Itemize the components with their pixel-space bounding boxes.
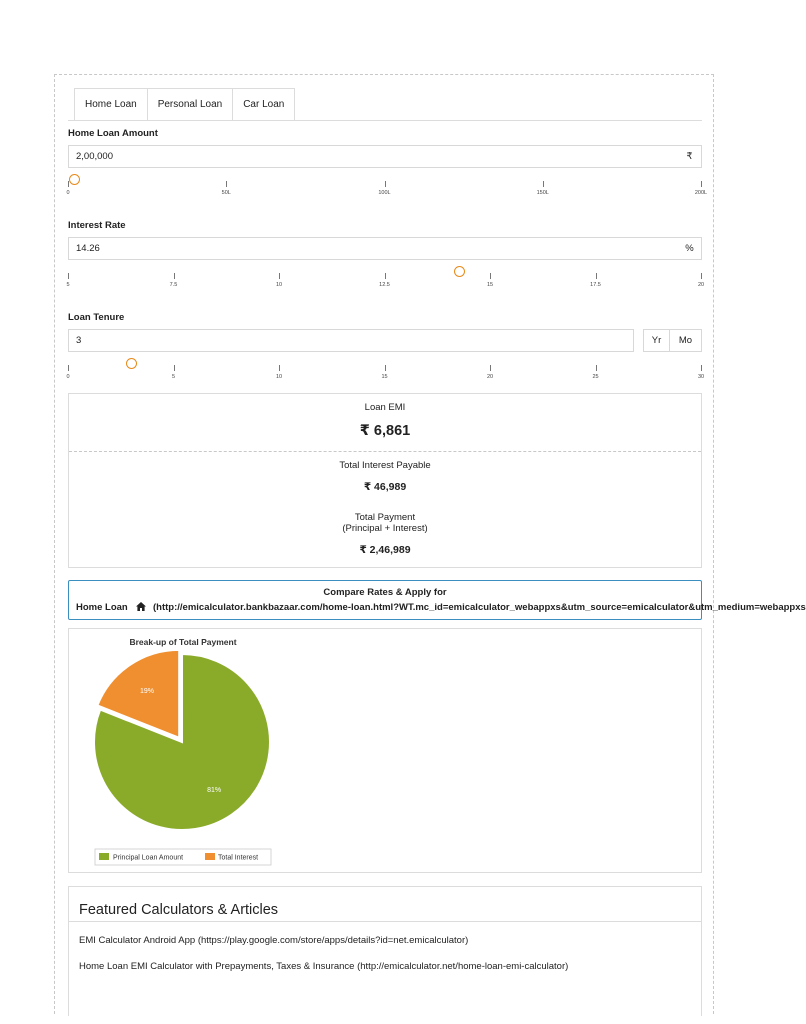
loan-amount-tick-label: 150L	[536, 190, 549, 196]
loan-amount-tick	[701, 181, 702, 187]
loan-tenure-tick	[385, 365, 386, 371]
rupee-unit-addon: ₹	[678, 145, 702, 168]
results-divider	[69, 451, 701, 452]
payment-value: ₹ 2,46,989	[359, 544, 411, 556]
loan-tenure-input[interactable]: 3	[68, 329, 634, 352]
interest-rate-tick-label: 12.5	[379, 282, 390, 288]
featured-title: Featured Calculators & Articles	[79, 902, 279, 918]
interest-rate-tick-label: 10	[275, 282, 283, 288]
loan-tenure-tick	[68, 365, 69, 371]
featured-divider	[69, 921, 701, 922]
home-icon	[136, 602, 146, 614]
interest-rate-tick	[68, 273, 69, 279]
tenure-month-button[interactable]: Mo	[669, 329, 702, 352]
tab-personal-loan[interactable]: Personal Loan	[147, 88, 234, 120]
loan-amount-input[interactable]: 2,00,000	[68, 145, 679, 168]
payment-breakup-chart	[68, 628, 702, 873]
loan-tenure-tick-label: 5	[171, 374, 176, 380]
interest-rate-tick-label: 15	[486, 282, 494, 288]
loan-tenure-tick	[174, 365, 175, 371]
loan-amount-label: Home Loan Amount	[68, 128, 158, 139]
interest-rate-slider-handle[interactable]	[454, 266, 465, 277]
emi-label: Loan EMI	[364, 402, 406, 413]
loan-tenure-tick	[701, 365, 702, 371]
legend-swatch-interest	[205, 853, 215, 860]
loan-tenure-tick-label: 20	[486, 374, 494, 380]
compare-link-label: Home Loan	[76, 602, 128, 613]
interest-rate-tick	[490, 273, 491, 279]
loan-amount-tick	[226, 181, 227, 187]
loan-amount-tick-label: 200L	[694, 190, 708, 196]
interest-rate-scale	[66, 273, 705, 291]
pie-label-interest: 19%	[140, 688, 155, 696]
featured-link-android-app[interactable]: EMI Calculator Android App (https://play.google.com/store/apps/details?id=net.emicalculator)	[79, 935, 469, 946]
interest-rate-tick	[279, 273, 280, 279]
loan-tenure-tick-label: 30	[697, 374, 705, 380]
loan-tenure-tick-label: 0	[66, 374, 70, 380]
loan-amount-tick	[543, 181, 544, 187]
interest-rate-input[interactable]: 14.26	[68, 237, 679, 260]
pie-chart-svg	[69, 629, 701, 872]
tenure-year-button[interactable]: Yr	[643, 329, 670, 352]
loan-amount-tick-label: 50L	[221, 190, 231, 196]
interest-rate-tick	[701, 273, 702, 279]
interest-rate-tick-label: 7.5	[169, 282, 178, 288]
compare-rates-box	[68, 580, 806, 620]
interest-rate-tick	[385, 273, 386, 279]
chart-title: Break-up of Total Payment	[129, 637, 237, 647]
loan-amount-tick	[385, 181, 386, 187]
interest-rate-tick-label: 17.5	[590, 282, 601, 288]
chart-legend	[95, 849, 271, 865]
compare-title: Compare Rates & Apply for	[323, 587, 447, 598]
loan-tenure-tick	[279, 365, 280, 371]
payment-sublabel: (Principal + Interest)	[342, 523, 428, 534]
loan-tenure-tick	[596, 365, 597, 371]
compare-link[interactable]	[76, 602, 806, 614]
interest-rate-tick-label: 20	[697, 282, 705, 288]
featured-section	[68, 886, 702, 1016]
tab-car-loan[interactable]: Car Loan	[232, 88, 295, 120]
loan-type-tabs	[74, 88, 294, 120]
loan-tenure-tick-label: 25	[592, 374, 599, 380]
loan-tenure-tick-label: 10	[275, 374, 283, 380]
loan-tenure-slider-handle[interactable]	[126, 358, 137, 369]
percent-unit-addon: %	[678, 237, 702, 260]
featured-link-home-loan-calculator[interactable]: Home Loan EMI Calculator with Prepayments, Taxes & Insurance (http://emicalculator.net/home-loan-emi-calculator)	[79, 961, 569, 972]
loan-tenure-tick-label: 15	[381, 374, 388, 380]
loan-tenure-label: Loan Tenure	[68, 312, 125, 323]
loan-amount-tick-label: 0	[66, 190, 70, 196]
loan-amount-slider-handle[interactable]	[69, 174, 80, 185]
tabs-divider	[68, 120, 702, 121]
compare-link-url: (http://emicalculator.bankbazaar.com/home-loan.html?WT.mc_id=emicalculator_webappxs&utm_source=emicalculator&utm_medium=webappxs	[153, 602, 806, 613]
emi-value: ₹ 6,861	[359, 423, 411, 439]
loan-tenure-scale	[66, 365, 705, 383]
interest-rate-label: Interest Rate	[68, 220, 126, 231]
loan-amount-scale	[66, 181, 708, 199]
interest-rate-tick	[174, 273, 175, 279]
interest-rate-tick-label: 5	[66, 282, 70, 288]
legend-label-principal: Principal Loan Amount	[113, 854, 184, 862]
interest-value: ₹ 46,989	[363, 481, 407, 493]
loan-tenure-tick	[490, 365, 491, 371]
pie-label-principal: 81%	[207, 786, 222, 794]
results-panel	[68, 393, 702, 568]
payment-label: Total Payment	[354, 512, 416, 523]
interest-rate-tick	[596, 273, 597, 279]
loan-amount-tick-label: 100L	[378, 190, 391, 196]
legend-label-interest: Total Interest	[218, 854, 259, 862]
tab-home-loan[interactable]: Home Loan	[74, 88, 148, 120]
interest-label: Total Interest Payable	[339, 460, 431, 471]
legend-swatch-principal	[99, 853, 109, 860]
